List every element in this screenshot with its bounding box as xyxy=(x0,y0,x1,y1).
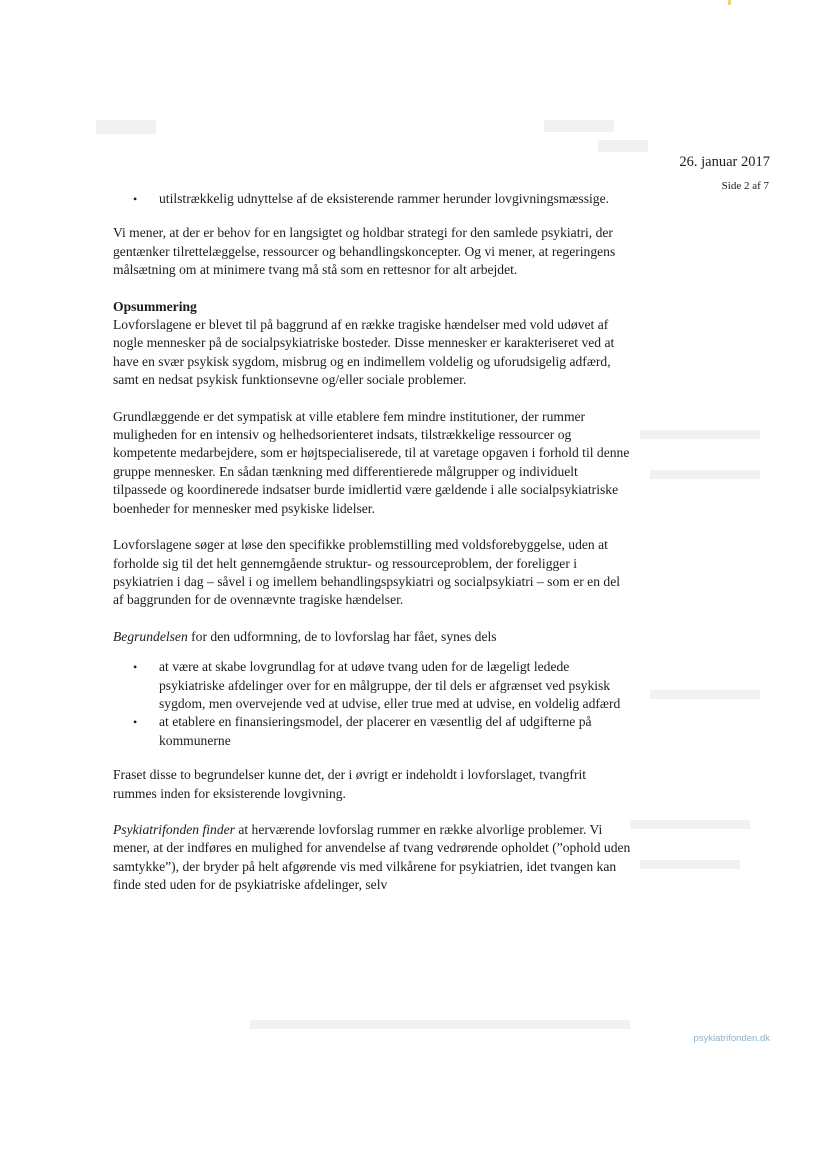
rationale-bullet-list xyxy=(113,658,633,750)
summary-text: Lovforslagene er blevet til på baggrund af en række tragiske hændelser med vold udøvet af nogle mennesker på de socialpsykiatriske bosteder. Disse mennesker er karakteriseret ved at have en svær psykisk sygdom, misbrug og en indimellem voldelig og uforudsigelig adfærd, samt en nedsat psykisk funktionsevne og/eller sociale problemer. xyxy=(113,317,615,388)
top-bullet-list xyxy=(113,190,633,208)
summary-section xyxy=(113,298,633,390)
bullet-icon: • xyxy=(133,660,138,675)
summary-heading: Opsummering xyxy=(113,298,197,314)
list-item-text: utilstrækkelig udnyttelse af de eksisterende rammer herunder lovgivningsmæssige. xyxy=(159,191,610,206)
bleed-through-mark xyxy=(544,120,614,132)
footer-website: psykiatrifonden.dk xyxy=(693,1033,770,1044)
paragraph-proposals: Lovforslagene søger at løse den specifikke problemstilling med voldsforebyggelse, uden at forholde sig til det helt gennemgående struktur- og ressourceproblem, der foreligger i psykiatrien i dag – såvel i og imellem behandlingspsykiatri og socialpsykiatri – som er en del af baggrunden for de ovennævnte tragiske hændelser. xyxy=(113,537,621,608)
finding-text: at herværende lovforslag rummer en række alvorlige problemer. Vi mener, at der indføres en mulighed for anvendelse af tvang vedrørende opholdet (”ophold uden samtykke”), der bryder på helt afgørende vis med vilkårene for psykiatrien, idet tvangen kan finde sted uden for de psykiatriske afdelinger, selv xyxy=(113,821,631,893)
paragraph-strategy: Vi mener, at der er behov for en langsigtet og holdbar strategi for den samlede psykiatri, der gentænker tilrettelæggelse, ressourcer og behandlingskoncepter. Og vi mener, at regeringens målsætning om at minimere tvang må stå som en rettesnor for alt arbejdet. xyxy=(113,225,616,278)
finding-lead: Psykiatrifonden finder xyxy=(113,821,235,837)
bleed-through-mark xyxy=(650,690,760,699)
bleed-through-mark xyxy=(650,470,760,479)
bleed-through-mark xyxy=(640,860,740,869)
corner-mark xyxy=(728,0,731,5)
bleed-through-mark xyxy=(640,430,760,439)
letter-body xyxy=(113,190,633,913)
paragraph-institutions: Grundlæggende er det sympatisk at ville etablere fem mindre institutioner, der rummer muligheden for en intensiv og helhedsorienteret indsats, tilstrækkelige ressourcer og kompetente medarbejdere, som er højtspecialiserede, til at varetage opgaven i forhold til denne gruppe mennesker. En sådan tænkning med differentierede målgrupper og individuelt tilpassede og koordinerede indsatser burde imidlertid være gældende i alle socialpsykiatriske boenheder for mennesker med psykiske lidelser. xyxy=(113,408,630,516)
rationale-lead: Begrundelsen xyxy=(113,628,188,644)
bleed-through-mark xyxy=(598,140,648,152)
page-indicator: Side 2 af 7 xyxy=(721,180,769,192)
paragraph-rationale xyxy=(113,628,633,646)
bleed-through-mark xyxy=(630,820,750,829)
paragraph-apart: Fraset disse to begrundelser kunne det, der i øvrigt er indeholdt i lovforslaget, tvangfrit rummes inden for eksisterende lovgivning. xyxy=(113,767,587,801)
rationale-text: for den udformning, de to lovforslag har fået, synes dels xyxy=(187,628,497,644)
bleed-through-mark xyxy=(250,1020,630,1029)
list-item-text: at være at skabe lovgrundlag for at udøve tvang uden for de lægeligt ledede psykiatriske afdelinger over for en målgruppe, der til dels er afgrænset ved psykisk sygdom, men overvejende ved at udvise, eller true med at udvise, en voldelig adfærd xyxy=(159,659,621,711)
bleed-through-mark xyxy=(96,120,156,134)
bullet-icon: • xyxy=(133,715,138,730)
list-item-text: at etablere en finansieringsmodel, der placerer en væsentlig del af udgifterne på kommunerne xyxy=(159,714,592,748)
letter-date: 26. januar 2017 xyxy=(679,154,770,170)
list-item xyxy=(113,713,633,750)
list-item xyxy=(113,658,633,713)
list-item xyxy=(113,190,633,208)
paragraph-finding xyxy=(113,821,633,895)
bullet-icon: • xyxy=(133,192,138,206)
